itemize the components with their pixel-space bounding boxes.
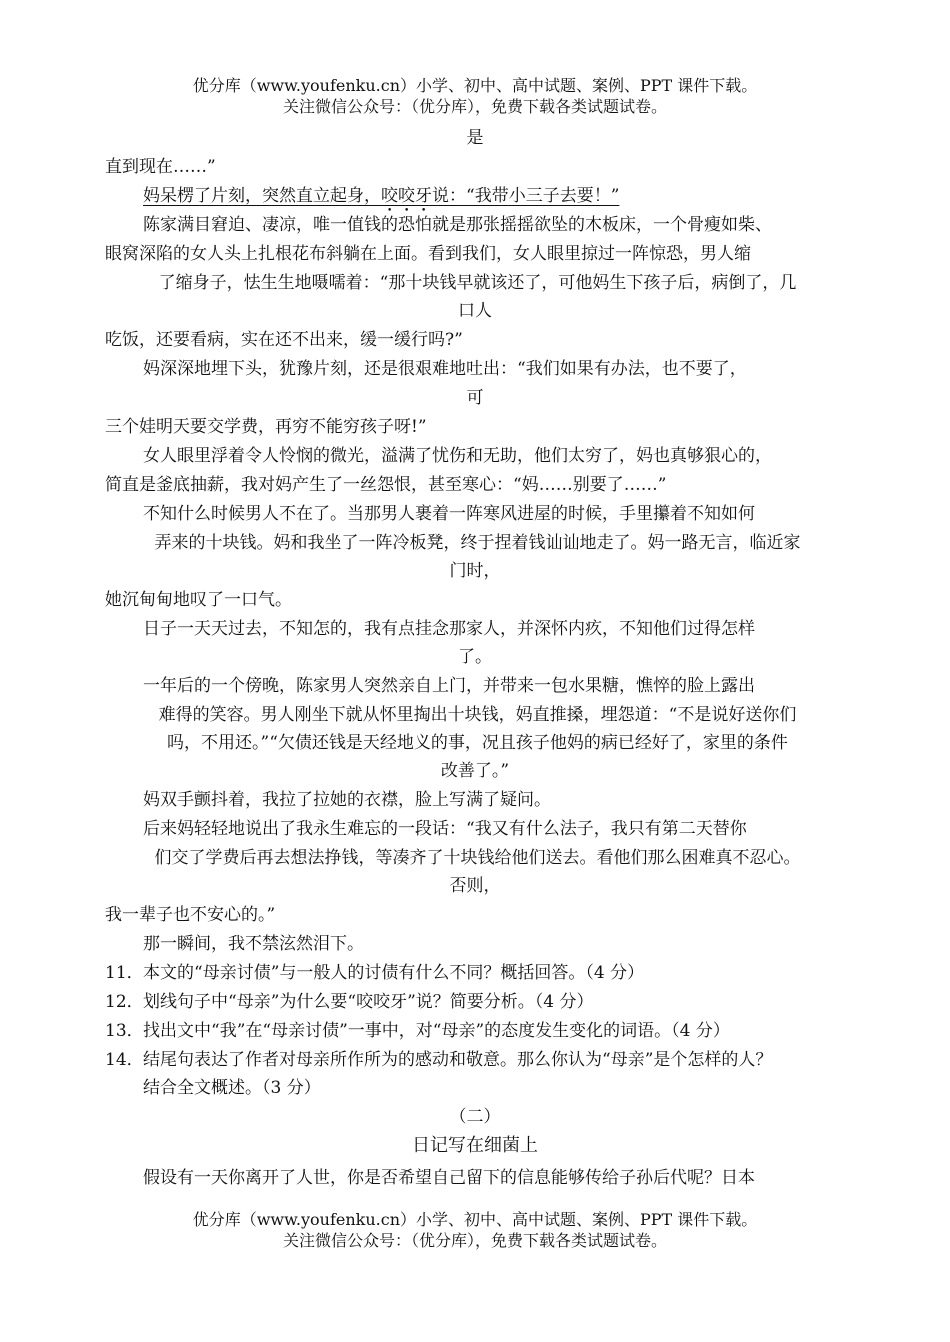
question-11: [0, 961, 950, 985]
underlined-part-2: 说：“我带小三子去要！”: [432, 186, 620, 206]
passage-line: 口人: [458, 301, 492, 321]
passage-line: 一年后的一个傍晚，陈家男人突然亲自上门，并带来一包水果糖，憔悴的脸上露出: [143, 676, 755, 696]
passage-line: 我一辈子也不安心的。”: [105, 905, 276, 925]
passage-line: 日子一天天过去，不知怎的，我有点挂念那家人，并深怀内疚，不知他们过得怎样: [143, 619, 755, 639]
question-text-continued: 结合全文概述。（3 分）: [143, 1078, 321, 1098]
question-number: 13．: [105, 1021, 144, 1041]
question-text: 本文的“母亲讨债”与一般人的讨债有什么不同？概括回答。（4 分）: [143, 963, 645, 983]
question-number: 14．: [105, 1050, 144, 1070]
passage-line: 否则，: [449, 876, 501, 896]
passage-line: 她沉甸甸地叹了一口气。: [105, 590, 292, 610]
header-line-1: 优分库（www.youfenku.cn）小学、初中、高中试题、案例、PPT 课件下载。: [192, 76, 758, 95]
passage-line: 了。: [458, 647, 492, 667]
section-label: （二）: [449, 1107, 501, 1127]
passage-line: 女人眼里浮着令人怜悯的微光，溢满了忧伤和无助，他们太穷了，妈也真够狠心的，: [143, 446, 772, 466]
passage-line: 妈双手颤抖着，我拉了拉她的衣襟，脸上写满了疑问。: [143, 790, 551, 810]
passage-line: 是: [466, 128, 484, 148]
section-title: 日记写在细菌上: [412, 1135, 538, 1156]
passage-line: 不知什么时候男人不在了。当那男人裹着一阵寒风进屋的时候，手里攥着不知如何: [143, 504, 755, 524]
passage-line: 简直是釜底抽薪，我对妈产生了一丝怨恨，甚至寒心：“妈……别要了……”: [105, 475, 667, 495]
passage-line: 门时，: [449, 561, 501, 581]
underlined-sentence: [143, 184, 619, 216]
passage-line: 直到现在……”: [105, 157, 216, 177]
passage-line: 眼窝深陷的女人头上扎根花布斜躺在上面。看到我们，女人眼里掠过一阵惊恐，男人缩: [105, 244, 751, 264]
question-12: [0, 990, 950, 1014]
passage-line: 后来妈轻轻地说出了我永生难忘的一段话：“我又有什么法子，我只有第二天替你: [143, 819, 747, 839]
passage-line: 难得的笑容。男人刚坐下就从怀里掏出十块钱，妈直推搡，埋怨道：“不是说好送你们: [158, 705, 797, 725]
passage-line: 可: [466, 388, 484, 408]
question-number: 12．: [105, 992, 144, 1012]
emphasized-word: 咬咬牙: [381, 186, 432, 206]
passage-line: 吗，不用还。”“欠债还钱是天经地义的事，况且孩子他妈的病已经好了，家里的条件: [167, 733, 788, 753]
question-14: [0, 1048, 950, 1100]
footer-line-1: 优分库（www.youfenku.cn）小学、初中、高中试题、案例、PPT 课件下载。: [192, 1210, 758, 1229]
passage-line: 们交了学费后再去想法挣钱，等凑齐了十块钱给他们送去。看他们那么困难真不忍心。: [154, 848, 801, 868]
passage-line: 三个娃明天要交学费，再穷不能穷孩子呀!”: [105, 417, 427, 437]
passage-line: 妈深深地埋下头，犹豫片刻，还是很艰难地吐出：“我们如果有办法，也不要了，: [143, 359, 747, 379]
question-text: 找出文中“我”在“母亲讨债”一事中，对“母亲”的态度发生变化的词语。（4 分）: [143, 1021, 730, 1041]
passage-line: 了缩身子，怯生生地嗫嚅着：“那十块钱早就该还了，可他妈生下孩子后，病倒了，几: [158, 273, 797, 293]
question-text: 划线句子中“母亲”为什么要“咬咬牙”说？简要分析。（4 分）: [143, 992, 594, 1012]
passage-line: 吃饭，还要看病，实在还不出来，缓一缓行吗?”: [105, 330, 463, 350]
passage-line: 陈家满目窘迫、凄凉，唯一值钱的恐怕就是那张摇摇欲坠的木板床，一个骨瘦如柴、: [143, 215, 772, 235]
header-line-2: 关注微信公众号：（优分库），免费下载各类试题试卷。: [282, 97, 667, 116]
question-text: 结尾句表达了作者对母亲所作所为的感动和敬意。那么你认为“母亲”是个怎样的人？: [143, 1050, 773, 1070]
passage-line: 改善了。”: [440, 761, 510, 781]
underlined-part-1: 妈呆楞了片刻，突然直立起身，: [143, 186, 381, 206]
footer-line-2: 关注微信公众号：（优分库），免费下载各类试题试卷。: [282, 1231, 667, 1250]
passage-line: 那一瞬间，我不禁泫然泪下。: [143, 934, 364, 954]
passage-line: 假设有一天你离开了人世，你是否希望自己留下的信息能够传给子孙后代呢？日本: [143, 1168, 755, 1188]
question-13: [0, 1019, 950, 1043]
question-number: 11．: [105, 963, 144, 983]
passage-line: 弄来的十块钱。妈和我坐了一阵冷板凳，终于捏着钱讪讪地走了。妈一路无言，临近家: [154, 533, 801, 553]
